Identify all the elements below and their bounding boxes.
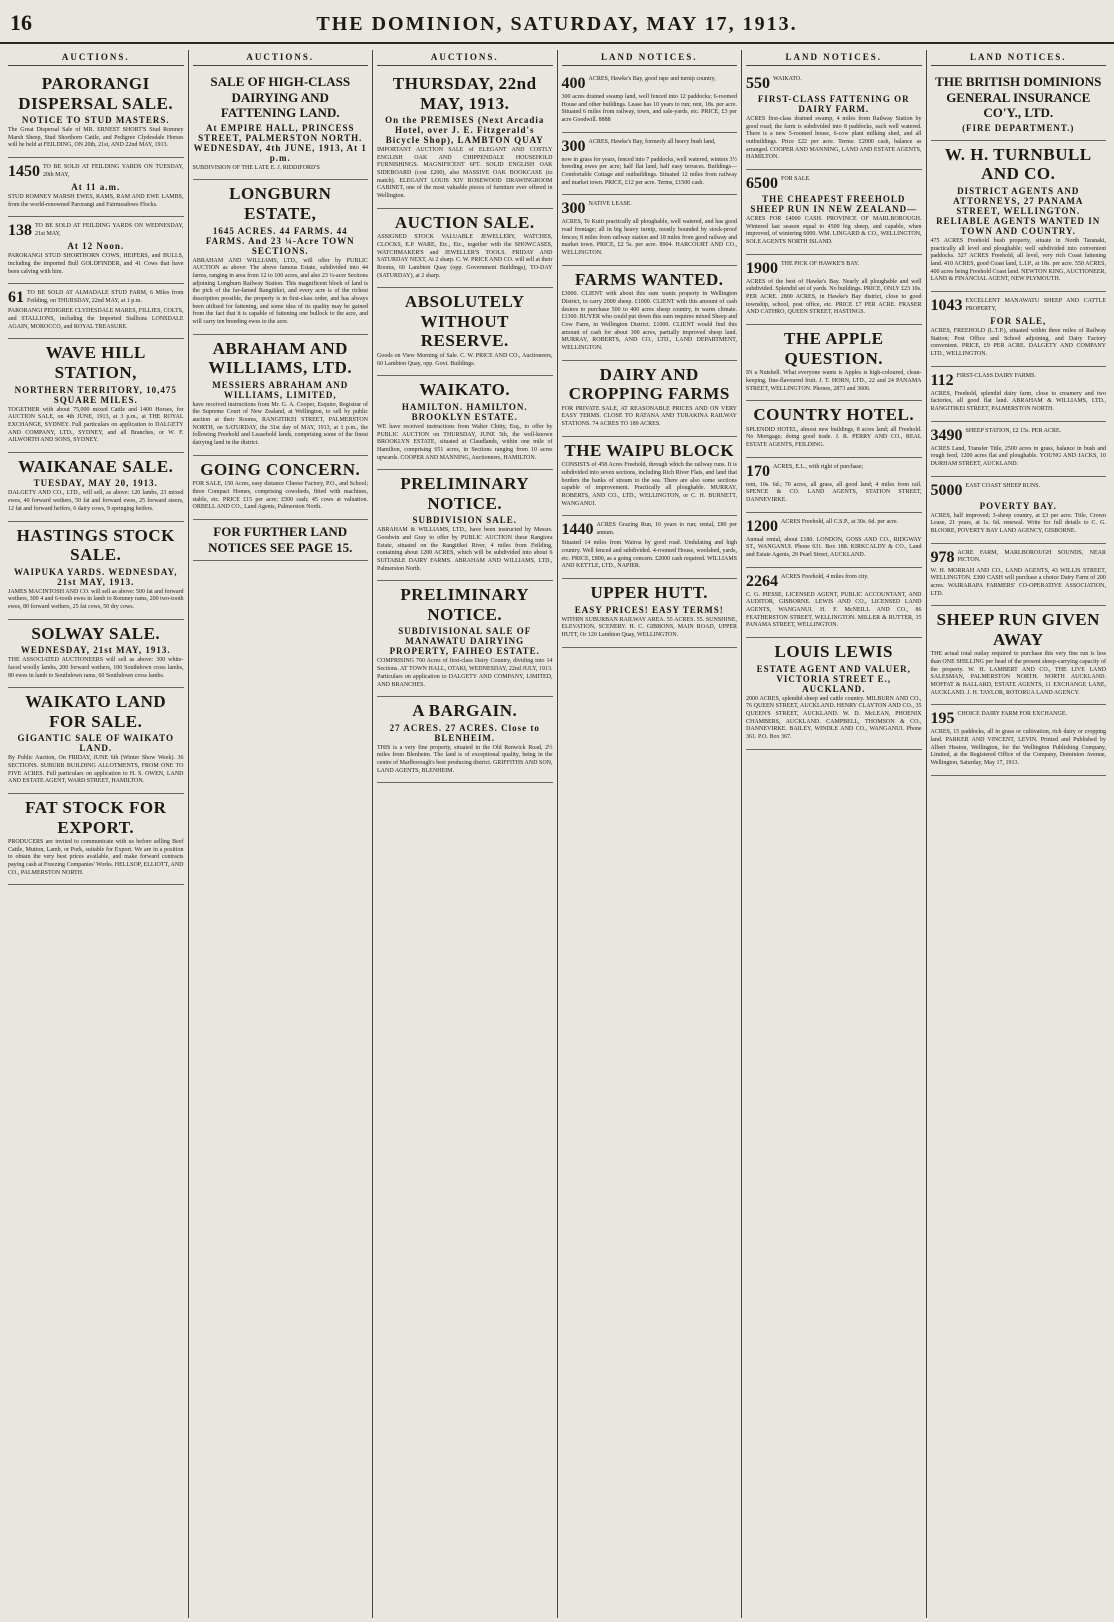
advertisement [746,401,922,458]
ad-subtitle: 1645 ACRES. 44 FARMS. 44 FARMS. And 23 ¼-Acre TOWN SECTIONS. [205,225,355,256]
ad-title: FOR FURTHER LAND NOTICES SEE PAGE 15. [208,523,353,555]
advertisement [8,453,184,522]
ad-title: ABRAHAM AND WILLIAMS, LTD. [208,338,353,378]
ad-title: PRELIMINARY NOTICE. [400,585,530,624]
ad-title: ACRE FARM, MARLBOROUGH SOUNDS, NEAR PICTON. [957,549,1106,564]
ad-text: ACRES FOR £4000 CASH. PROVINCE OF MARLBOROUGH. Wintered last season equal to 4500 big sheep, and capable, when improved, of wintering 6000. WM. LINGARD & CO., WELLINGTON, SOLE AGENTS NORTH ISLAND. [746,216,922,246]
ad-text: STUD ROMNEY MARSH EWES, RAMS, RAM AND EWE LAMBS, from the world-renowned Parorangi and Fairmeadows Flocks. [8,194,184,208]
advertisement [931,705,1107,775]
ad-title: W. H. TURNBULL AND CO. [944,144,1092,184]
columns-container [4,50,1110,1618]
ad-subtitle: EASY PRICES! EASY TERMS! [574,604,724,615]
ad-title: THE BRITISH DOMINIONS GENERAL INSURANCE CO'Y., LTD. [935,74,1102,121]
ad-text: IMPORTANT AUCTION SALE of ELEGANT AND COSTLY ENGLISH OAK AND CHIPPENDALE HOUSEHOLD FURNISHINGS. MAGNIFICENT 6FT. SOLID ENGLISH OAK SIDEBOARD (cost £200), also MASSIVE OAK BOOKCASE (to match). ELEGANT LOUIS XIV ROSEWOOD DRAWINGROOM CABINET, one of the most valuable pieces of furniture ever offered in Wellington. [377,147,553,200]
ad-title: ACRES Freehold, 4 miles from city. [781,573,869,580]
ad-text: IN a Nutshell. What everyone wants is Apples is high-coloured, clean-keeping, fine-flavoured fruit. J. T. HORN, LTD., 22 and 24 PANAMA STREET, WELLINGTON. Phones, 2873 and 3606. [746,370,922,392]
ad-subtitle: WEDNESDAY, 21st MAY, 1913. [20,645,171,656]
ad-lead-row [746,519,922,535]
ad-title: THE APPLE QUESTION. [784,329,884,368]
advertisement [8,339,184,452]
ad-text: PARORANGI PEDIGREE CLYDESDALE MARES, FILLIES, COLTS, and STALLIONS, including the Imported Stallions LONSDALE AGAIN, MOROCCO, and ROYAL TREASURE. [8,308,184,330]
ad-text: ASSIGNED STOCK VALUABLE JEWELLERY, WATCHES, CLOCKS, E.P. WARE, Etc., Etc., together with the SHOWCASES, WATCHMAKER'S and JEWELLER'S TOOLS. FRIDAY AND SATURDAY NEXT, At 2 sharp. C. W. PRICE AND CO. will sell at their Rooms, 60 Lambton Quay (opp. Government Buildings), TO-DAY (SATURDAY), at 2 sharp. [377,234,553,279]
ad-title: THE PICK OF HAWKE'S BAY. [781,260,860,267]
ad-title: ABSOLUTELY WITHOUT RESERVE. [404,292,525,351]
advertisement [8,70,184,158]
advertisement [8,522,184,620]
ad-title: WAIKATO. [773,76,802,82]
ad-text: ACRES, half improved; 3-sheep country, at £3 per acre. Title, Crown Lease, 21 years, at 1s. 6d. renewal. Write for full details to C. G. BLOORE, POVERTY BAY LAND AGENCY, GISBORNE. [930,512,1106,534]
ad-subtitle: At 12 Noon. [67,241,125,252]
ad-lead-row [931,428,1107,444]
ad-text: WITHIN SUBURBAN RAILWAY AREA. 55 ACRES. 55. SUNSHINE, ELEVATION, SCENERY. H. C. GIBBONS, MAIN ROAD, UPPER HUTT, Or 120 Lambton Quay, WELLINGTON. [561,616,737,638]
ad-lead-number: 138 [8,222,32,240]
ad-text: ACRES of the best of Hawke's Bay. Nearly all ploughable and well subdivided. Splendid set of yards. No buildings. PRICE, ONLY £23 10s. PER ACRE. 2800 ACRES, in Hawke's Bay district, close to good township, school, post office, etc. PRICE £7 PER ACRE. FRASER AND CATHRO, QUEEN STREET, HASTINGS. [746,278,922,316]
ad-text: Goods on View Morning of Sale. C. W. PRICE AND CO., Auctioneers, 60 Lambton Quay, opp. Govt. Buildings. [377,353,553,367]
ad-subtitle: SUBDIVISION SALE. [412,515,518,526]
ad-text: W. H. MORRAH AND CO., LAND AGENTS, 43 WILLIS STREET, WELLINGTON. £300 CASH will purchase a choice Dairy Farm of 200 acres. WAIRARAPA FARMERS' CO-OPERATIVE ASSOCIATION, LTD. [930,567,1106,597]
newspaper-title: THE DOMINION, SATURDAY, MAY 17, 1913. [316,13,798,35]
ad-title: FIRST-CLASS DAIRY FARMS. [956,372,1036,379]
ad-subtitle: 27 ACRES. 27 ACRES. Close to BLENHEIM. [389,722,540,743]
ad-title: ACRES, E.L., with right of purchase; [773,463,864,470]
ad-title: TO BE SOLD AT ALMADALE STUD FARM, 6 Miles from Feilding, on THURSDAY, 22nd MAY, at 1 p.m. [27,290,184,305]
ad-text: WE have received instructions from Walter Chitty, Esq., to offer by PUBLIC AUCTION on THURSDAY, JUNE 5th, the well-known BROOKLYN ESTATE, situated at Claudlands, within one mile of Hamilton, comprising 651 acres, in Sections ranging from 10 acres upwards. COOPER AND MANNING, Auctioneers, HAMILTON. [377,423,553,461]
advertisement [193,520,369,561]
advertisement [377,209,553,289]
column-3 [373,50,558,1618]
ad-lead-row [746,261,922,277]
ad-title: WAIKATO LAND FOR SALE. [25,692,167,731]
advertisement [8,284,184,339]
ad-subtitle: FIRST-CLASS FATTENING OR DAIRY FARM. [757,94,910,114]
ad-title: ACRES, Hawke's Bay, good rape and turnip country, [588,76,716,82]
advertisement [746,325,922,401]
ad-text: ACRES first-class drained swamp, 4 miles from Railway Station by good road; the farm is subdivided into 8 paddocks, each well watered. There is a new 5-roomed house, 6-cow plant milking shed, and all outbuildings. Price £22 per acre. Terms: £2000 cash, balance as arranged. COOPER AND MANNING, LAND AND ESTATE AGENTS, HAMILTON. [746,116,922,161]
ad-subtitle: At EMPIRE HALL, PRINCESS STREET, PALMERSTON NORTH. WEDNESDAY, 4th JUNE, 1913, At 1 p.m. [193,122,367,163]
advertisement [931,141,1107,292]
ad-subtitle: HAMILTON. HAMILTON. BROOKLYN ESTATE. [401,401,528,422]
advertisement [193,70,369,180]
ad-text: THE actual total outlay required to purchase this very fine run is less than ONE SHILLING per head of the present sheep-carrying capacity of the property. W. H. LAMBERT AND CO., THE LIVE LAND SALESMAN, PALMERSTON NORTH. NORTH AUCKLAND. MOFFAT & BALLARD, ESTATE AGENTS, 11 EXCHANGE LANE, AUCKLAND. J. H. TAYLOR, ROTORUA LAND AGENCY. [930,651,1106,696]
ad-title: FARMS WANTED. [575,269,724,289]
advertisement [562,361,738,437]
ad-title: PARORANGI DISPERSAL SALE. [18,74,174,113]
ad-text: ABRAHAM & WILLIAMS, LTD., have been instructed by Messrs. Goodwin and Gray to offer by PUBLIC AUCTION these Rangiora Estate, situated on the Rangitikei River, 4 miles from Feilding, containing about 1200 ACRES, which will be subdivided into about 6 SUITABLE DAIRY FARMS. ABRAHAM AND WILLIAMS, LTD., Palmerston North. [377,527,553,572]
ad-text: DALGETY AND CO., LTD., will sell, as above: 120 lambs, 23 mixed ewes, 40 forward wethers, 50 fat and forward ewes, 25 forward steers, 12 fat and forward heifers, 6 dairy cows, 9 springing heifers. [8,490,184,512]
advertisement [562,133,738,196]
ad-lead-number: 61 [8,289,24,307]
ad-title: SOLWAY SALE. [31,623,161,643]
ad-subtitle: GIGANTIC SALE OF WAIKATO LAND. [17,733,174,754]
column-5 [742,50,927,1618]
ad-subtitle: NORTHERN TERRITORY, 10,475 SQUARE MILES. [14,384,177,405]
ad-lead-row [8,223,184,239]
advertisement [193,456,369,520]
ad-title: A BARGAIN. [412,701,518,721]
ad-lead-row [931,373,1107,389]
ad-text: THIS is a very fine property, situated in the Old Renwick Road, 2½ miles from Blenheim. The land is of exceptional quality, being in the centre of Marlborough's best producing district. GRIFFITHS AND SON, LAND AGENTS, BLENHEIM. [377,744,553,774]
ad-lead-row [8,290,184,306]
ad-lead-number: 170 [746,462,770,480]
column-heading: AUCTIONS. [8,50,184,66]
ad-text: Situated 14 miles from Wairoa by good road. Undulating and high country. Well fenced and subdivided. 4-roomed House, woolshed, yards, etc. PRICE, £800, as a going concern. £2000 cash required. WILLIAMS AND KETTLE, LTD., NAPIER. [561,540,737,570]
advertisement [193,180,369,334]
column-heading: AUCTIONS. [193,50,369,66]
ad-text: ACRES, FREEHOLD (L.T.P.), situated within three miles of Railway Station; Post Office and School adjoining, and Dairy Factory convenient. PRICE, £9 PER ACRE. DALGETY AND COMPANY LTD., WELLINGTON. [930,327,1106,357]
ad-title: EAST COAST SHEEP RUNS. [965,482,1041,489]
advertisement [377,470,553,581]
advertisement [8,620,184,689]
ad-lead-number: 300 [561,137,586,155]
advertisement [931,544,1107,607]
ad-title: ACRES Freehold, all C.S.P., at 30s. 6d. per acre. [781,518,898,525]
masthead [0,0,1114,44]
ad-lead-number: 300 [561,200,586,218]
ad-subtitle: At 11 a.m. [71,182,121,193]
ad-text: FOR PRIVATE SALE, AT REASONABLE PRICES AND ON VERY EASY TERMS. CLOSE TO RATANA AND TURAKINA RAILWAY STATIONS. 74 ACRES TO 189 ACRES. [561,405,737,428]
ad-lead-row [931,550,1107,566]
ad-title: PRELIMINARY NOTICE. [400,474,530,513]
advertisement [8,794,184,885]
ad-text: PARORANGI STUD SHORTHORN COWS, HEIFERS, and BULLS, including the imported Bull GOLDFINDER, and 41 Cows that have been calving with him. [8,253,184,275]
advertisement [746,513,922,568]
advertisement [931,70,1107,141]
ad-title: DAIRY AND CROPPING FARMS [568,364,730,404]
ad-lead-number: 2264 [746,572,778,590]
advertisement [377,581,553,697]
advertisement [562,70,738,133]
ad-lead-number: 6500 [746,175,778,193]
ad-lead-row [931,298,1107,314]
advertisement [931,292,1107,367]
ad-text: THE ASSOCIATED AUCTIONEERS will sell as above: 300 white-faced woolly lambs, 200 forward wethers, 100 Southdown cross lambs, 80 ewes in lamb to Southdown rams, 60 Southdown cross lambs. [8,657,184,679]
ad-title: GOING CONCERN. [200,459,361,479]
ad-text: 475 ACRES Freehold bush property, situate in North Taranaki, practically all level and ploughable; well subdivided into convenient paddocks. 327 ACRES Freehold, all level, very rich Coast fattening land. 410 ACRES, good Coast land, L.I.P., at 18s. per acre. 550 ACRES, 400 acres being Freehold Coast land. NEWTON KING, AUCTIONEER, LAND & FINANCIAL AGENT, NEW PLYMOUTH. [930,237,1106,283]
advertisement [746,638,922,750]
ad-title: UPPER HUTT. [590,583,709,603]
ad-subtitle: ESTATE AGENT AND VALUER, VICTORIA STREET E., AUCKLAND. [756,663,911,694]
ad-text: ACRES, Te Kuiti practically all ploughable, well watered, and has good road frontage; all in big heavy turnip, mostly bounded by stock-proof fences; 8 miles from railway station and 18 miles from good railway and market town. PRICE, £2 5s. per acre. 8904. HARCOURT AND CO., WELLINGTON. [561,219,737,257]
ad-lead-row [562,139,738,155]
advertisement [562,195,738,265]
column-2 [189,50,374,1618]
ad-subtitle: WAIPUKA YARDS. WEDNESDAY, 21st MAY, 1913. [13,566,178,587]
ad-lead-number: 1450 [8,163,40,181]
ad-lead-row [562,522,738,538]
ad-lead-row [931,711,1107,727]
advertisement [8,158,184,217]
page-number: 16 [10,10,32,35]
ad-lead-number: 3490 [930,426,963,444]
ad-title: AUCTION SALE. [394,212,535,232]
advertisement [931,422,1107,477]
ad-lead-number: 5000 [930,481,963,499]
ad-text: TOGETHER with about 75,000 mixed Cattle and 1400 Horses, for AUCTION SALE, on 4th JUNE, 1913, at 3 p.m., at THE ROYAL EXCHANGE, SYDNEY. Full particulars on application to DALGETY AND COMPANY, LTD., SYDNEY, and all Branches, or W. F. AILWORTH AND SONS, SYDNEY. [8,406,184,444]
ad-text: ACRES, Freehold, splendid dairy farm, close to creamery and two factories, all good flat land. ABRAHAM & WILLIAMS, LTD., RANGITIKEI STREET, PALMERSTON NORTH. [930,390,1106,412]
advertisement [562,266,738,361]
ad-subtitle: On the PREMISES (Next Arcadia Hotel, over J. E. Fitzgerald's Bicycle Shop), LAMBTON QUAY [385,115,545,146]
ad-title: FAT STOCK FOR EXPORT. [25,797,167,837]
ad-text: ABRAHAM AND WILLIAMS, LTD., will offer by PUBLIC AUCTION as above: The above famous Estate, subdivided into 44 farms, ranging in area from 12 to 100 acres, and also 23 ¼-acre Sections adjoining Longburn Railway Station. This magnificent block of land is the pick of the far-famed Rangitikei, and every acre is of the richest description possible, the property is in first-class order, and has always been utilised for fattening, and some idea of its quality may be gained from the fact that it is capable of fattening one bullock to the acre, and will carry ten breeding ewes to the acre. [192,257,368,325]
ad-title: SHEEP RUN GIVEN AWAY [936,610,1100,649]
ad-text: COMPRISING 700 Acres of first-class Dairy Country, dividing into 14 Sections. AT TOWN HALL, OTAKI, WEDNESDAY, 22nd JULY, 1913. Particulars on application to DALGETY AND COMPANY, LIMITED, AND BRANCHES. [377,658,553,688]
ad-lead-row [746,176,922,192]
ad-lead-number: 550 [746,75,770,92]
advertisement [746,70,922,170]
column-heading: LAND NOTICES. [746,50,922,66]
ad-title: HASTINGS STOCK SALE. [16,525,175,565]
ad-title: ACRES, Hawke's Bay, formerly all heavy bush land, [588,138,716,145]
ad-text: C. G. PIESSE, LICENSED AGENT, PUBLIC ACCOUNTANT, AND AUDITOR, GISBORNE. LEWIS AND CO., LICENSED LAND AGENTS, WANGANUI. H. F. McNEILL AND CO., 86 FEATHERSTON STREET, WELLINGTON. MILLER & RUTTER, 35 PANAMA STREET, WELLINGTON. [746,591,922,629]
ad-text: By Public Auction, On FRIDAY, JUNE 6th (Winter Show Week). 36 SECTIONS. SUBURB BUILDING ALLOTMENTS, FROM ONE TO FIVE ACRES. Full particulars on application to H. S. OWEN, LAND AND ESTATE AGENT, WARD STREET, HAMILTON. [8,755,184,785]
column-4 [558,50,743,1618]
ad-text: 300 acres drained swamp land, well fenced into 12 paddocks; 6-roomed House and other buildings. Lease has 10 years to run; rent, 18s. per acre. Situated 6 miles from railway, town, and sale-yards, etc. PRICE, £3 per acre Goodwill. 8888 [561,94,737,124]
advertisement [931,367,1107,422]
advertisement [931,606,1107,705]
ad-title: COUNTRY HOTEL. [753,405,915,425]
advertisement [931,477,1107,544]
advertisement [377,376,553,470]
ad-subtitle: DISTRICT AGENTS AND ATTORNEYS, 27 PANAMA STREET, WELLINGTON. RELIABLE AGENTS WANTED IN TOWN AND COUNTRY. [936,185,1101,236]
ad-text: now in grass for years, fenced into 7 paddocks, well watered, winters 3½ breeding ewes per acre; half flat land, half easy terraces. Buildings—Comfortable Cottage and outbuildings. Situated 12 miles from railway and market town. PRICE, £12 per acre. Terms, £1500 cash. [561,156,737,186]
ad-subtitle: NOTICE TO STUD MASTERS. [21,115,170,126]
ad-subtitle: THE CHEAPEST FREEHOLD SHEEP RUN IN NEW ZEALAND— [750,194,918,215]
advertisement [8,217,184,284]
ad-title: CHOICE DAIRY FARM FOR EXCHANGE. [957,711,1068,718]
ad-subtitle: FOR SALE, [990,315,1047,326]
ad-lead-row [746,464,922,480]
ad-lead-number: 978 [930,548,955,566]
advertisement [377,697,553,783]
advertisement [8,688,184,794]
advertisement [746,568,922,638]
ad-lead-row [746,574,922,590]
ad-text: have received instructions from Mr. G. A. Cooper, Esquire, Registrar of the Supreme Court of New Zealand, at Wellington, to sell by public auction at their Rooms, RANGITIKEI STREET, PALMERSTON NORTH, on SATURDAY, the 31st day of MAY, 1913, at 1 p.m., the following Freehold and Leasehold lands, comprising some of the finest dairying land in the district. [192,401,368,447]
ad-title: EXCELLENT MANAWATU SHEEP AND CATTLE PROPERTY, [965,297,1106,312]
ad-text: Annual rental, about £180. LONDON, GOSS AND CO., RIDGWAY ST., WANGANUI. Phone 631. Box 188. KIRKCALDY & CO., Land and Estate Agents, 29 Pearl Street, AUCKLAND. [746,536,922,559]
ad-text: SPLENDID HOTEL, almost new buildings, 8 acres land; all Freehold. No Mortgage; doing good trade. J. R. PERRY AND CO., REAL ESTATE AGENTS, FEILDING. [746,426,922,449]
ad-lead-number: 1900 [746,259,778,277]
ad-text: FOR SALE, 150 Acres, easy distance Cheese Factory, P.O., and School; three Compact Homes, comprising cowsheds, fitted with machines, stable, etc. PRICE £15 per acre; £500 cash; 45 cows at valuation. ORBELL AND CO., Land Agents, Palmerston North. [192,481,368,511]
advertisement [377,70,553,209]
ad-text: CONSISTS of 458 Acres Freehold, through which the railway runs. It is subdivided into seven sections, including Rich River Flats, and land that borders the banks of stream to the sea. There are also some sections capable of improvement. Practically all ploughable. MURRAY, ROBERTS, AND CO., LTD., WELLINGTON, or C. H. BURNETT, WANGANUI. [561,462,737,507]
ad-title: SALE OF HIGH-CLASS DAIRYING AND FATTENING LAND. [210,74,351,121]
ad-lead-number: 1200 [746,517,778,535]
ad-lead-number: 1440 [561,521,594,539]
ad-lead-number: 195 [930,710,955,728]
ad-subtitle: POVERTY BAY. [979,500,1057,511]
ad-text: 2000 ACRES, splendid sheep and cattle country. MILBURN AND CO., 76 QUEEN STREET, AUCKLAND. HENRY CLAYTON AND CO., 35 QUEEN'S STREET, AUCKLAND. W. D. McLEAN, PHOENIX CHAMBERS, AUCKLAND. CAMPBELL, THOMSON & CO., DANNEVIRKE. BAILEY, WINDLE AND CO., WANGANUI. Phone 361. P.O. Box 367. [746,695,922,741]
ad-lead-row [931,483,1107,499]
advertisement [562,516,738,579]
ad-title: FOR SALE. [781,176,811,183]
ad-lead-number: 112 [930,371,954,389]
column-1 [4,50,189,1618]
column-heading: LAND NOTICES. [562,50,738,66]
ad-title: SHEEP STATION, £2 15s. PER ACRE. [965,427,1062,434]
column-6 [927,50,1111,1618]
ad-lead-number: 1043 [930,296,963,314]
ad-title: WAIKATO. [419,380,511,400]
advertisement [746,255,922,325]
ad-title: THE WAIPU BLOCK [564,440,735,460]
ad-subtitle: TUESDAY, MAY 20, 1913. [33,478,158,489]
ad-title: WAVE HILL STATION, [45,343,146,383]
advertisement [746,170,922,255]
ad-text: PRODUCERS are invited to communicate with us before selling Beef Cattle, Mutton, Lamb, or Pork, suitable for Export. We are in a position to obtain the very best prices available, and make forward contracts paying cash at Freezing Companies' Works. HELLSOP, ELLIOTT, AND CO., PALMERSTON NORTH. [8,839,184,876]
advertisement [746,458,922,513]
ad-title: TO BE SOLD AT FEILDING YARDS ON WEDNESDAY, 21st MAY, [35,223,184,238]
ad-lead-number: 400 [561,75,586,92]
ad-title: ACRES Grazing Run, 16 years to run; rental, £80 per annum. [596,522,737,537]
ad-text: ACRES, 15 paddocks, all in grass or cultivation, rich dairy or cropping land. PARKER AND VINCENT, LEVIN. Printed and Published by Albert Heaton, Wellington, for the Wellington Publishing Company, Limited, at the Registered Office of the Company, Dominion Avenue, Wellington, Saturday, May 17, 1913. [930,729,1106,767]
ad-lead-row [562,201,738,217]
advertisement [562,579,738,648]
ad-text: The Great Dispersal Sale of MR. ERNEST SHORT'S Stud Romney Marsh Sheep, Stud Shorthorn Cattle, and Pedigree Clydesdale Horses will be held at FEILDING, ON 20th, 21st, AND 22nd MAY, 1913. [8,127,184,149]
ad-title: TO BE SOLD AT FEILDING YARDS ON TUESDAY, 20th MAY, [43,164,184,178]
column-heading: AUCTIONS. [377,50,553,66]
ad-title: LOUIS LEWIS [774,642,893,662]
ad-text: SUBDIVISION OF THE LATE E. J. RIDDIFORD'S [192,164,320,171]
ad-text: £3000. CLIENT with about this sum wants property in Wellington District, to carry 2000 sheep. £1000. CLIENT with this amount of cash desires to purchase 500 to 400 acres sheep country, in warm climate. £1300. BUYER who could put down this sum requires mixed Sheep and Cow Farm, in Wellington District. £1000. CLIENT would find this amount of cash for about 300 acres, partially improved sheep land. MURRAY, ROBERTS, AND CO., LTD., LAND DEPARTMENT, WELLINGTON. [561,291,737,351]
advertisement [377,288,553,376]
ad-text: ACRES Land, Transfer Title, 2500 acres in grass, balance in bush and rough feed, 1200 acres flat and ploughable. YOUNG AND JACKS, 10 DURHAM STREET, AUCKLAND. [930,445,1106,467]
ad-subtitle: SUBDIVISIONAL SALE OF MANAWATU DAIRYING PROPERTY, FAIHEO ESTATE. [389,626,540,657]
ad-title: NATIVE LEASE. [588,201,632,208]
ad-title: THURSDAY, 22nd MAY, 1913. [392,74,537,113]
ad-lead-row [746,76,922,92]
ad-lead-row [8,164,184,180]
ad-title: WAIKANAE SALE. [18,456,174,476]
advertisement [193,335,369,456]
ad-text: JAMES MACINTOSH AND CO. will sell as above: 500 fat and forward wethers, 300 4 and 6-tooth ewes in lamb to Romney rams, 200 two-tooth ewes, 80 forward wethers, 25 fat cows, 50 dry cows. [8,588,184,610]
ad-title: LONGBURN ESTATE, [229,184,332,223]
ad-subtitle: MESSIERS ABRAHAM AND WILLIAMS, LIMITED, [212,379,349,400]
ad-subtitle: (FIRE DEPARTMENT.) [962,122,1075,133]
ad-text: rent, 10s. 6d.; 70 acres, all grass, all good land; 4 miles from rail. SPENCE & CO. LAND AGENTS, STATION STREET, DANNEVIRKE. [746,481,922,504]
ad-lead-row [562,76,738,92]
advertisement [562,437,738,517]
column-heading: LAND NOTICES. [931,50,1107,66]
